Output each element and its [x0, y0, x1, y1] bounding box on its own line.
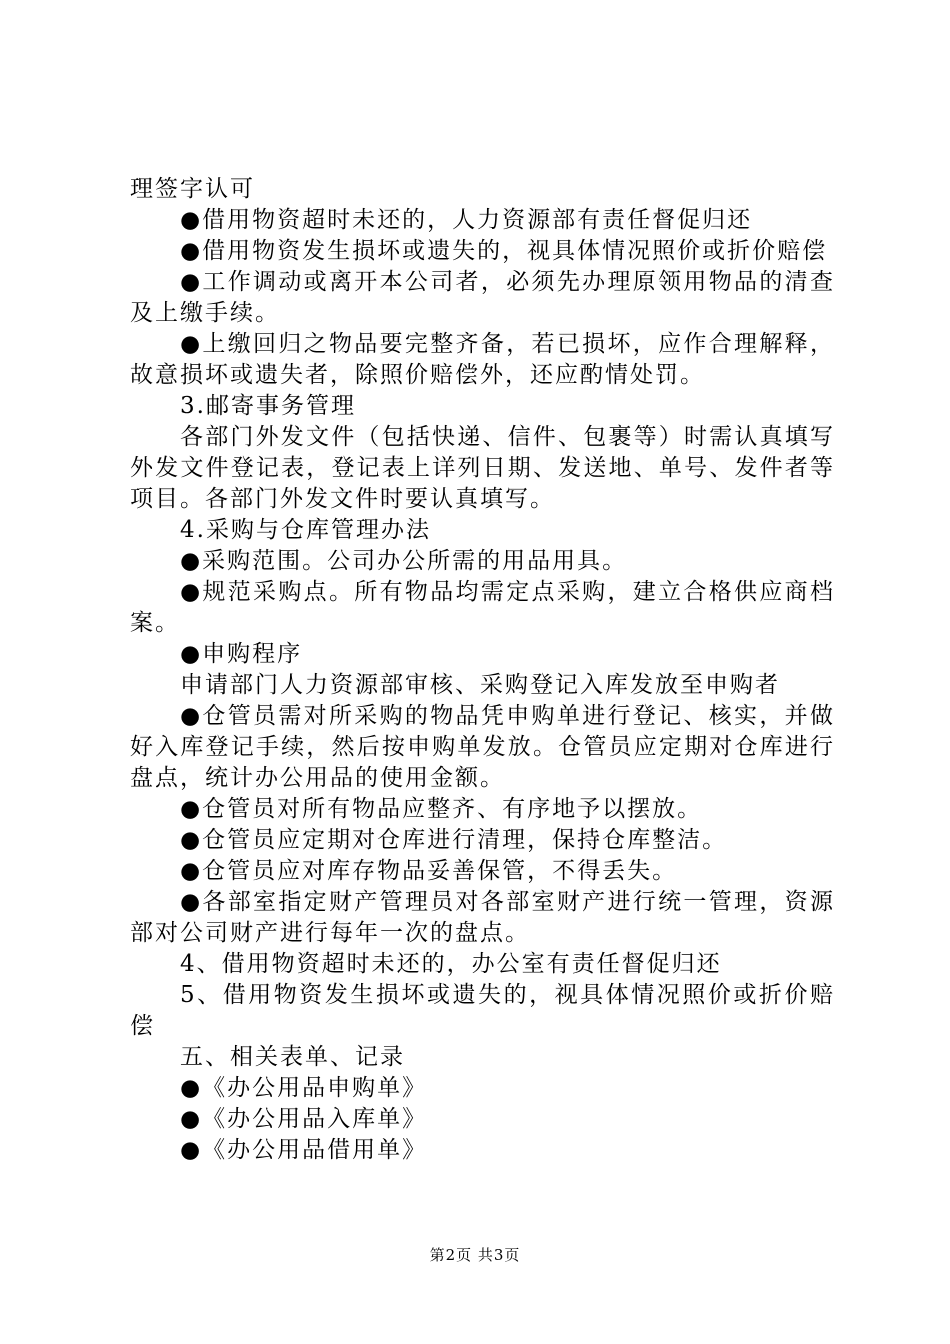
paragraph: ●仓管员对所有物品应整齐、有序地予以摆放。	[180, 796, 703, 822]
paragraph: ●上缴回归之物品要完整齐备，若已损坏，应作合理解释，故意损坏或遗失者，除照价赔偿外，还应酌情处罚。	[130, 331, 835, 388]
paragraph: ●仓管员应对库存物品妥善保管，不得丢失。	[180, 858, 678, 884]
paragraph: ●采购范围。公司办公所需的用品用具。	[180, 548, 628, 574]
document-body	[130, 174, 835, 1166]
paragraph: 申请部门人力资源部审核、采购登记入库发放至申购者	[180, 672, 780, 698]
list-item: ●《办公用品入库单》	[180, 1106, 428, 1132]
paragraph: 5、借用物资发生损坏或遗失的，视具体情况照价或折价赔偿	[130, 982, 835, 1039]
paragraph: ●规范采购点。所有物品均需定点采购，建立合格供应商档案。	[130, 579, 835, 636]
section-heading: 3.邮寄事务管理	[180, 393, 356, 419]
list-item: ●《办公用品申购单》	[180, 1075, 428, 1101]
paragraph: ●申购程序	[180, 641, 303, 667]
paragraph: ●工作调动或离开本公司者，必须先办理原领用物品的清查及上缴手续。	[130, 269, 835, 326]
section-heading: 4.采购与仓库管理办法	[180, 517, 431, 543]
list-item: ●《办公用品借用单》	[180, 1137, 428, 1163]
section-heading: 五、相关表单、记录	[180, 1044, 405, 1070]
paragraph: ●借用物资发生损坏或遗失的，视具体情况照价或折价赔偿	[180, 238, 828, 264]
paragraph: 各部门外发文件（包括快递、信件、包裹等）时需认真填写外发文件登记表，登记表上详列日期、发送地、单号、发件者等项目。各部门外发文件时要认真填写。	[130, 424, 835, 512]
paragraph: ●借用物资超时未还的，人力资源部有责任督促归还	[180, 207, 753, 233]
paragraph: ●仓管员应定期对仓库进行清理，保持仓库整洁。	[180, 827, 728, 853]
paragraph: 理签字认可	[130, 176, 255, 202]
paragraph: ●仓管员需对所采购的物品凭申购单进行登记、核实，并做好入库登记手续，然后按申购单发放。仓管员应定期对仓库进行盘点，统计办公用品的使用金额。	[130, 703, 835, 791]
paragraph: 4、借用物资超时未还的，办公室有责任督促归还	[180, 951, 722, 977]
paragraph: ●各部室指定财产管理员对各部室财产进行统一管理，资源部对公司财产进行每年一次的盘点。	[130, 889, 835, 946]
page-number-footer: 第2页 共3页	[429, 1246, 521, 1264]
